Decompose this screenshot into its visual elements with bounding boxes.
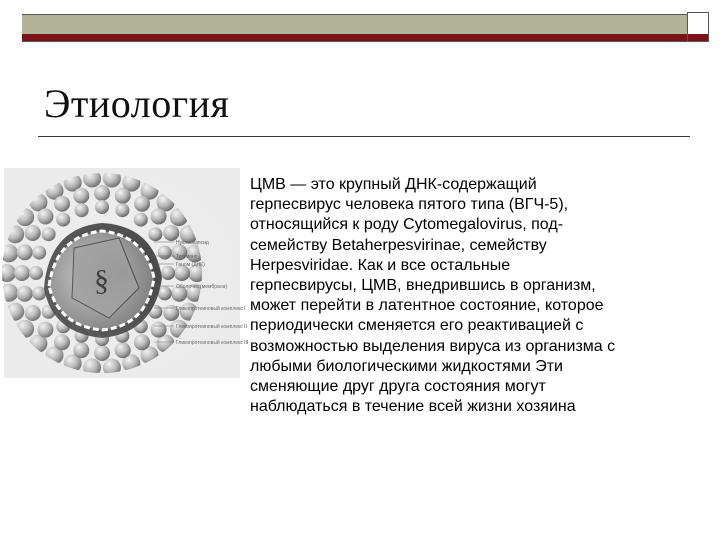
body-text-line: возможностью выделения вируса из организма с [250,337,616,355]
top-decor-bar [22,14,687,42]
slide-body-text [250,175,690,417]
body-text-line: герпесвирус человека пятого типа (ВГЧ-5), [250,196,569,214]
title-divider [38,136,690,137]
body-text-line: герпесвирусы, ЦМВ, внедрившись в организм, [250,277,596,295]
figure-label: Геном (ДНК) [176,262,205,268]
body-text-line: Herpesviridae. Как и все остальные [250,256,511,274]
virus-diagram [4,168,249,378]
corner-decor-accent [688,34,708,41]
corner-decor-box [687,12,709,42]
body-text-line: наблюдаться в течение всей жизни хозяина [250,398,576,416]
body-text-line: любыми биологическими жидкостями Эти [250,357,563,375]
body-text-line: семейству Betaherpesvirinae, семейству [250,236,547,254]
figure-label: Гликопротеиновый комплекс III [176,340,249,346]
figure-label: Оболочка (мембрана) [176,284,228,290]
body-text-line: ЦМВ — это крупный ДНК-содержащий [250,176,537,193]
figure-label: Гликопротеиновый комплекс I [176,306,246,312]
top-decor-accent [22,34,687,41]
body-text-line: периодически сменяется его реактивацией с [250,317,584,335]
figure-label: Гликопротеиновый комплекс II [176,324,247,330]
body-text-line: может перейти в латентное состояние, которое [250,297,604,315]
figure-label: Тегумент [176,254,198,260]
svg-text:§: § [94,264,109,297]
body-text-line: относящийся к роду Cytomegalovirus, под- [250,216,564,234]
body-text-line: сменяющие друг друга состояния могут [250,378,546,396]
figure-label: Нуклеокапсид [176,240,209,246]
slide-title: Этиология [44,81,230,126]
